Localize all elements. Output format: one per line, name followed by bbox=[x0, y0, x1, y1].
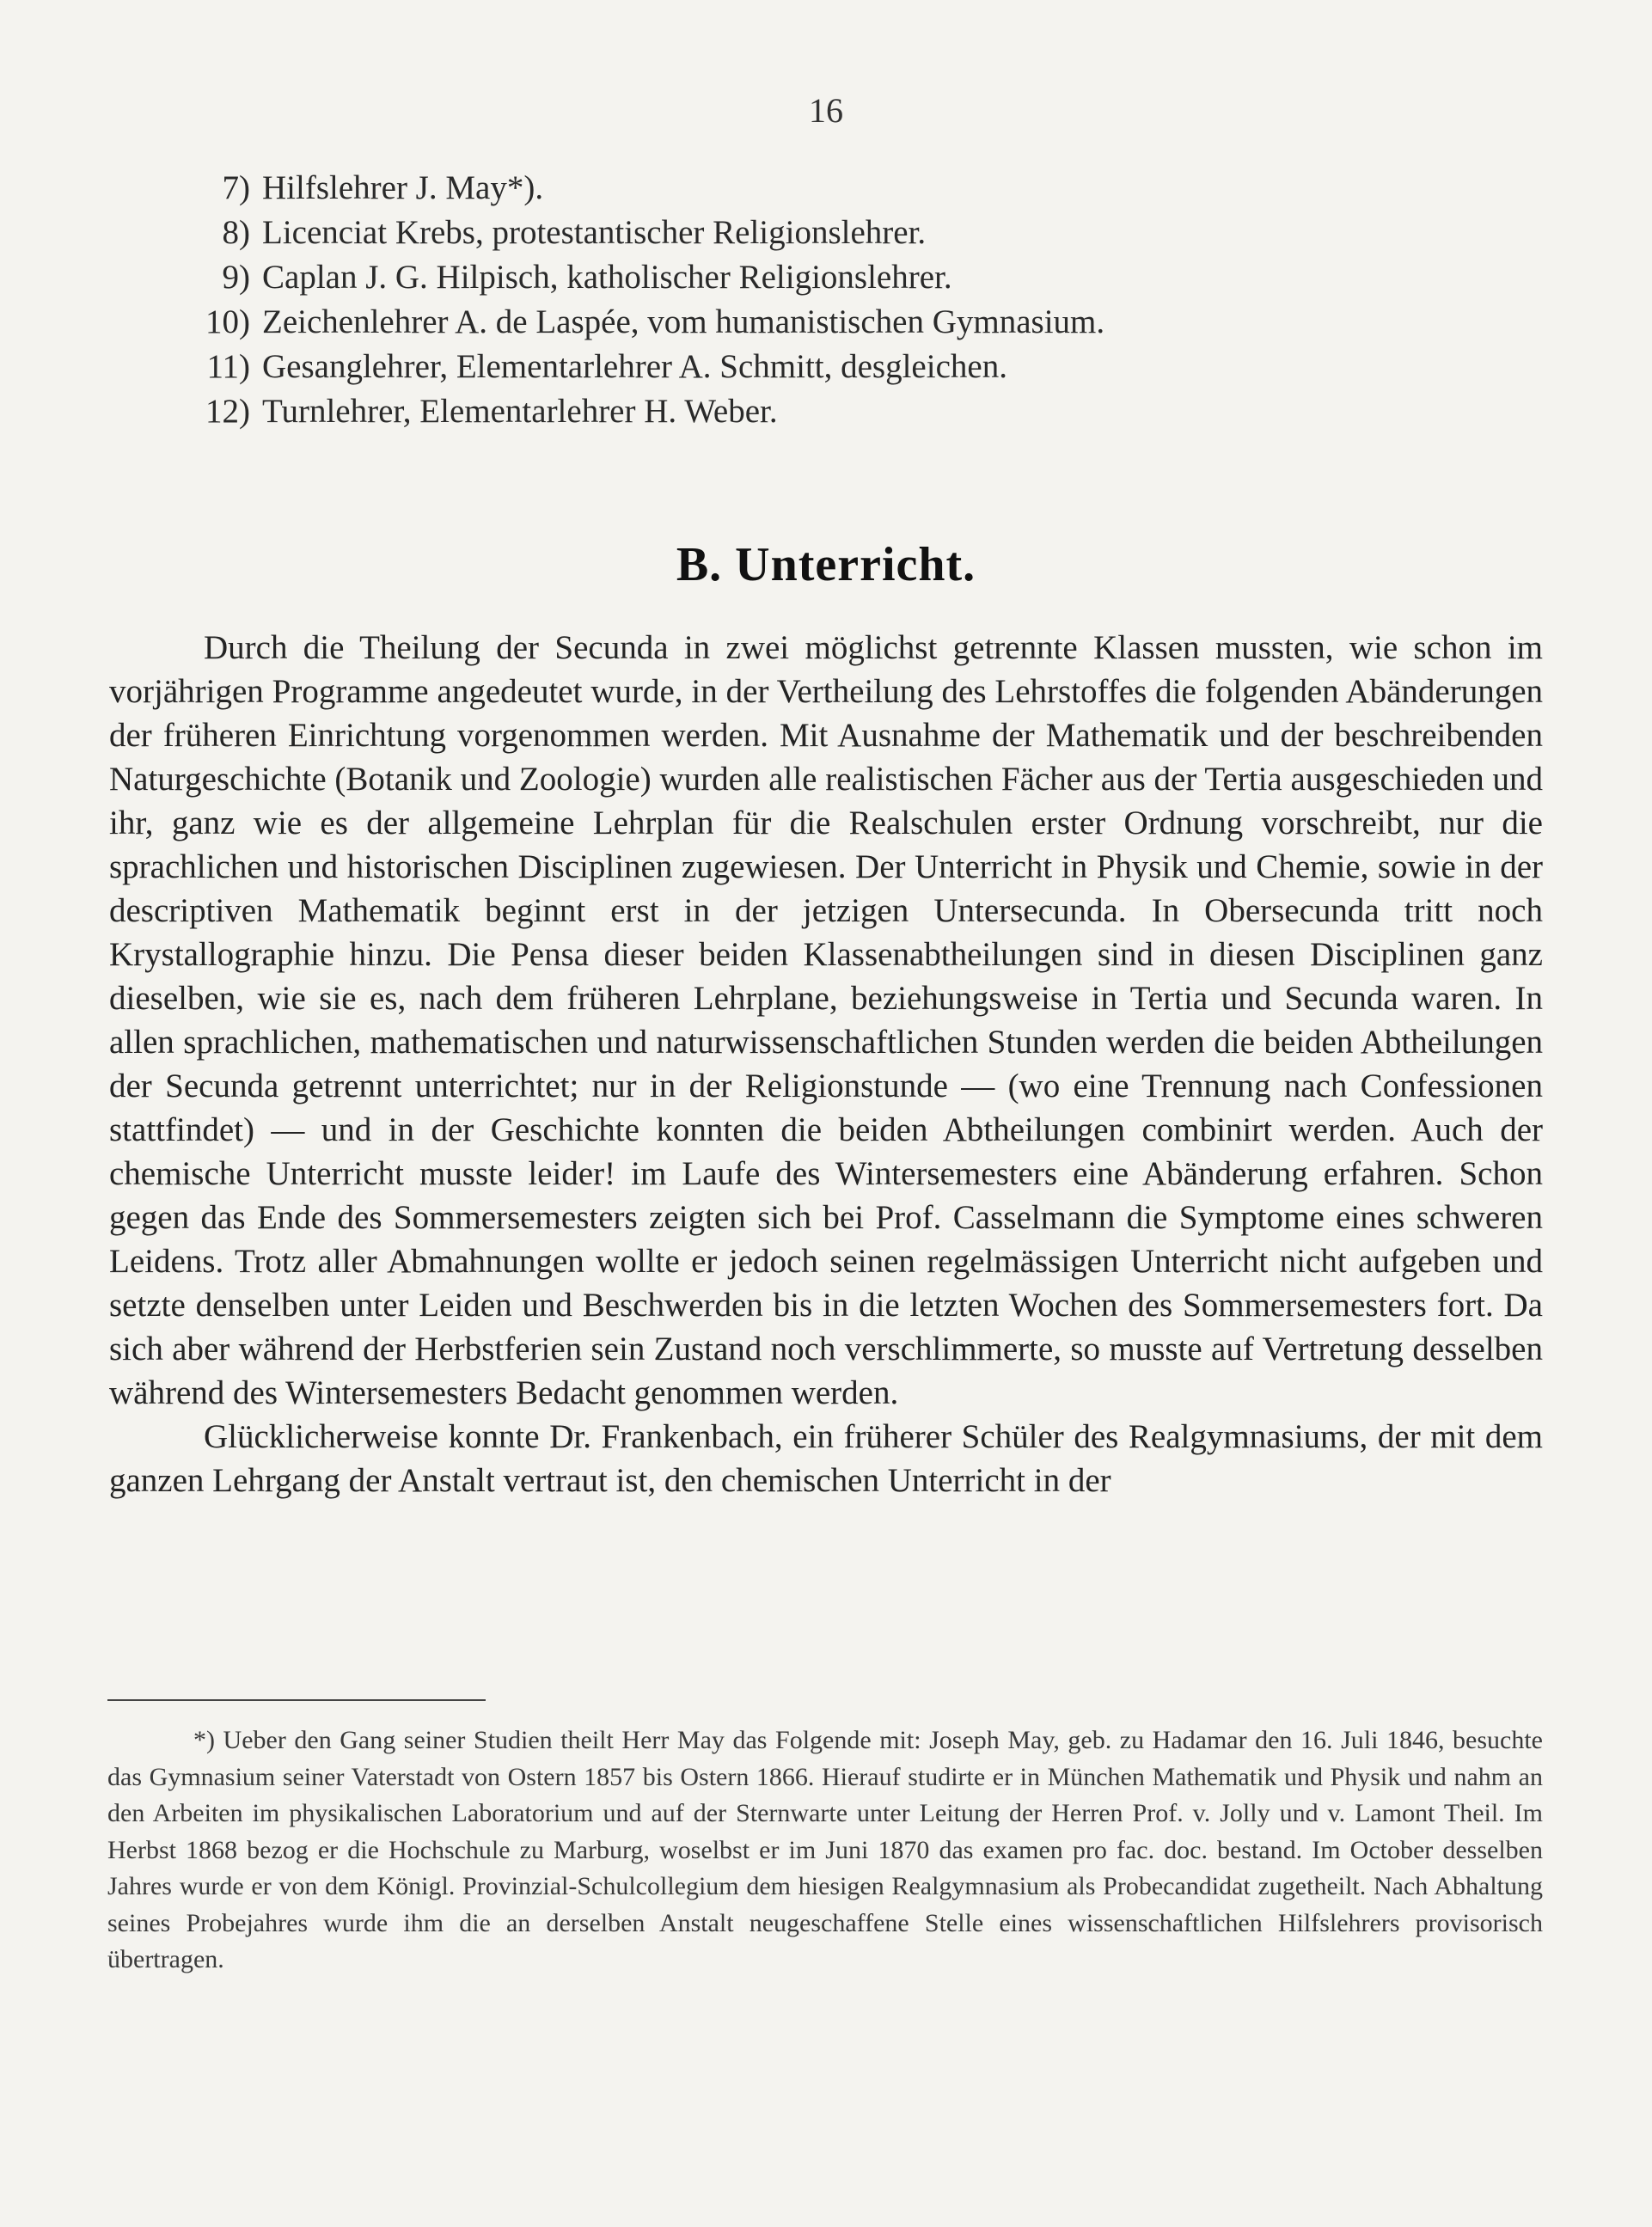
footnote-divider bbox=[107, 1699, 486, 1701]
staff-item-number: 11) bbox=[206, 348, 250, 385]
staff-item-number: 8) bbox=[222, 214, 250, 251]
staff-item-text: Gesanglehrer, Elementarlehrer A. Schmitt, desgleichen. bbox=[262, 348, 1007, 385]
staff-list-item bbox=[193, 166, 1569, 211]
staff-item-number: 10) bbox=[205, 303, 250, 340]
staff-list-item bbox=[193, 211, 1569, 255]
staff-item-number: 12) bbox=[205, 393, 250, 430]
staff-list-item bbox=[193, 389, 1569, 434]
page-number: 16 bbox=[809, 91, 843, 130]
staff-item-text: Licenciat Krebs, protestantischer Religionslehrer. bbox=[262, 214, 927, 251]
staff-item-number: 9) bbox=[222, 259, 250, 296]
body-paragraph: Durch die Theilung der Secunda in zwei möglichst getrennte Klassen mussten, wie schon im vorjährigen Programme angedeutet wurde, in der Vertheilung des Lehrstoffes die folgenden Abänderungen der früheren Einrichtung vorgenommen werden. Mit Ausnahme der Mathematik und der beschreibenden Naturgeschichte (Botanik und Zoologie) wurden alle realistischen Fächer aus der Tertia ausgeschieden und ihr, ganz wie es der allgemeine Lehrplan für die Realschulen erster Ordnung vorschreibt, nur die sprachlichen und historischen Disciplinen zugewiesen. Der Unterricht in Physik und Chemie, sowie in der descriptiven Mathematik beginnt erst in der jetzigen Untersecunda. In Obersecunda tritt noch Krystallographie hinzu. Die Pensa dieser beiden Klassenabtheilungen sind in diesen Disciplinen ganz dieselben, wie sie es, nach dem früheren Lehrplane, beziehungsweise in Tertia und Secunda waren. In allen sprachlichen, mathematischen und naturwissenschaftlichen Stunden werden die beiden Abtheilungen der Secunda getrennt unterrichtet; nur in der Religionstunde — (wo eine Trennung nach Confessionen stattfindet) — und in der Geschichte konnten die beiden Abtheilungen combinirt werden. Auch der chemische Unterricht musste leider! im Laufe des Wintersemesters eine Abänderung erfahren. Schon gegen das Ende des Sommersemesters zeigten sich bei Prof. Casselmann die Symptome eines schweren Leidens. Trotz aller Abmahnungen wollte er jedoch seinen regelmässigen Unterricht nicht aufgeben und setzte denselben unter Leiden und Beschwerden bis in die letzten Wochen des Sommersemesters fort. Da sich aber während der Herbstferien sein Zustand noch verschlimmerte, so musste auf Vertretung desselben während des Wintersemesters Bedacht genommen werden. bbox=[109, 629, 1543, 1411]
staff-list-item bbox=[193, 345, 1569, 389]
footnote-text: *) Ueber den Gang seiner Studien theilt Herr May das Folgende mit: Joseph May, geb. zu Hadamar den 16. Juli 1846, besuchte das Gymnasium seiner Vaterstadt von Ostern 1857 bis Ostern 1866. Hierauf studirte er in München Mathematik und Physik und nahm an den Arbeiten im physikalischen Laboratorium und auf der Sternwarte unter Leitung der Herren Prof. v. Jolly und v. Lamont Theil. Im Herbst 1868 bezog er die Hochschule zu Marburg, woselbst er im Juni 1870 das examen pro fac. doc. bestand. Im October desselben Jahres wurde er von dem Königl. Provinzial-Schulcollegium dem hiesigen Realgymnasium als Probecandidat zugetheilt. Nach Abhaltung seines Probejahres wurde ihm die an derselben Anstalt neugeschaffene Stelle eines wissenschaftlichen Hilfslehrers provisorisch übertragen. bbox=[107, 1726, 1543, 1973]
staff-item-text: Caplan J. G. Hilpisch, katholischer Religionslehrer. bbox=[262, 259, 952, 296]
staff-item-text: Turnlehrer, Elementarlehrer H. Weber. bbox=[262, 393, 778, 430]
staff-list-item bbox=[193, 300, 1569, 345]
staff-item-number: 7) bbox=[222, 169, 250, 206]
staff-list-item bbox=[193, 255, 1569, 300]
staff-item-text: Zeichenlehrer A. de Laspée, vom humanistischen Gymnasium. bbox=[262, 303, 1105, 340]
body-text bbox=[109, 626, 1543, 1502]
body-paragraph: Glücklicherweise konnte Dr. Frankenbach, ein früherer Schüler des Realgymnasiums, der mit dem ganzen Lehrgang der Anstalt vertraut ist, den chemischen Unterricht in der bbox=[109, 1418, 1543, 1499]
staff-item-text: Hilfslehrer J. May*). bbox=[262, 169, 544, 206]
footnote bbox=[107, 1722, 1543, 1979]
section-heading: B. Unterricht. bbox=[676, 538, 976, 591]
staff-list bbox=[193, 166, 1569, 434]
